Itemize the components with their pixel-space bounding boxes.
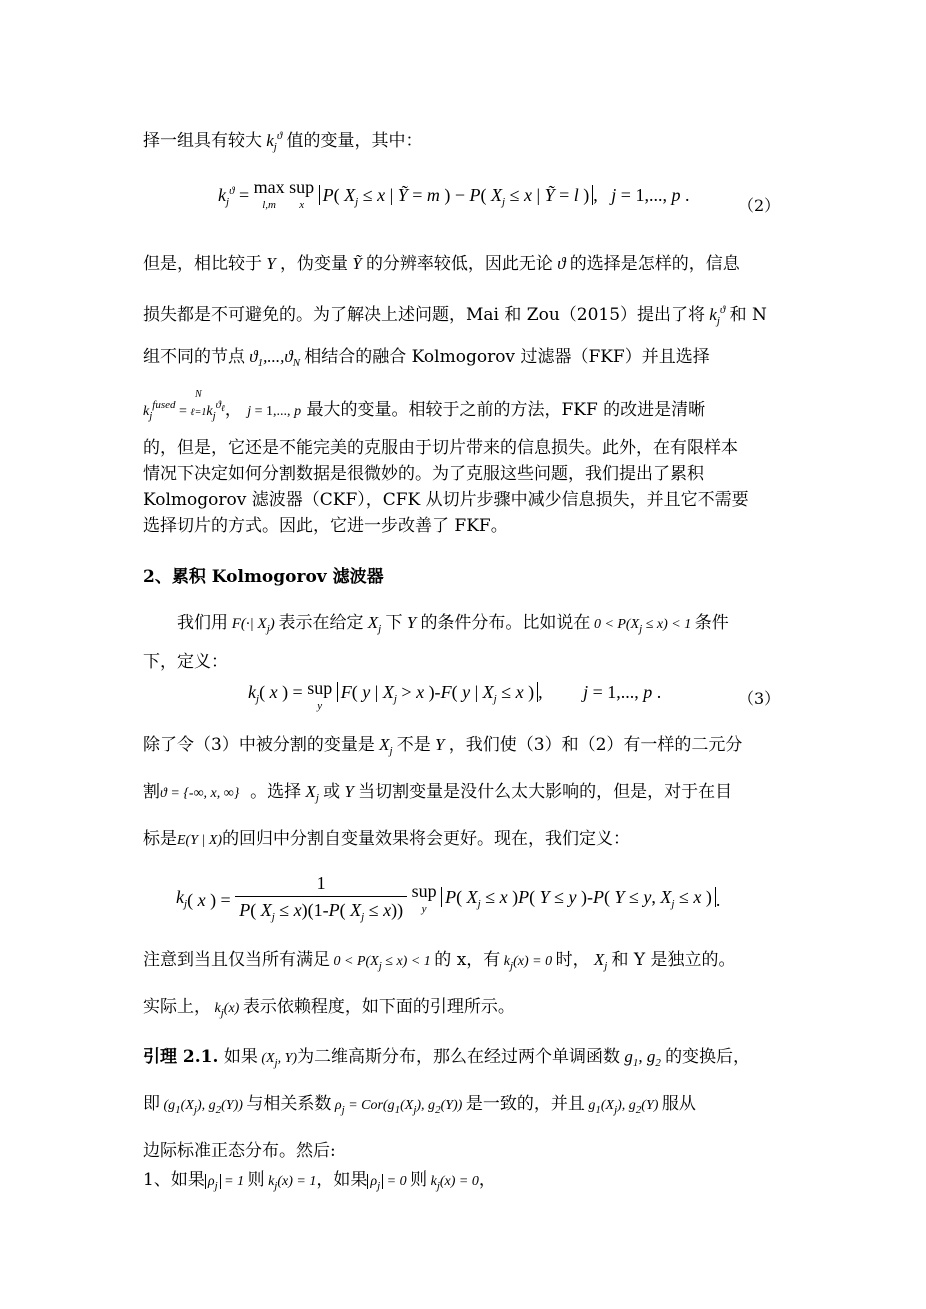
text: 组不同的节点: [143, 347, 245, 367]
text: 和 N: [729, 305, 767, 325]
text: 但是，相比较于: [143, 254, 262, 274]
para-line-9: 选择切片的方式。因此，它进一步改善了 FKF。: [143, 516, 508, 536]
text: 的变换后，: [665, 1047, 751, 1067]
text: 除了令（3）中被分割的变量是: [143, 735, 375, 755]
text: 表示在给定: [278, 613, 364, 633]
para-line-15: 注意到当且仅当所有满足 $0 < P(X_j \le x) < 1$ 的 x，有 $k_j(x) = 0$ 时， $X_j$ 和 Y 是独立的。: [143, 950, 736, 972]
equation-2: $k_j^ϑ = \max$ l,m sup x P( $X_j \le x$ | Ỹ = m ) − P( $X_j \le x$ | Ỹ = l ) , j = 1,..., p .: [218, 177, 690, 211]
para-line-20: 1、如果 $\rho_j = 1$ 则 $k_j(x) = 1$，如果 $\rho_j = 0$ 则 $k_j(x) = 0$，: [143, 1170, 496, 1192]
text: 1、如果: [143, 1170, 205, 1190]
text: ，: [478, 1170, 496, 1190]
text: 是一致的，并且: [465, 1094, 585, 1114]
text: 的 x，有: [434, 950, 501, 970]
text: 。选择: [250, 782, 302, 802]
equation-cumulative: $k_j$( x ) = $\frac{1}{P( X_j \le x)(1-P( X_j \le x))}$ sup y P( $X_j \le x$ )P( Y ≤ y )-P( Y ≤ y, $X_j \le x$ ) .: [176, 870, 720, 930]
section-title: 2、累积 Kolmogorov 滤波器: [143, 567, 384, 587]
text: 或: [323, 782, 341, 802]
para-line-7: 情况下决定如何分割数据是很微妙的。为了克服这些问题，我们提出了累积: [143, 464, 704, 484]
text: 的选择是怎样的，信息: [569, 254, 740, 274]
text: 我们用: [177, 613, 228, 633]
para-line-17: 引理 2.1. 如果 ($X_j$, Y)为二维高斯分布，那么在经过两个单调函数 $g_1$, $g_2$ 的变换后，: [143, 1047, 751, 1069]
text: 则: [247, 1170, 265, 1190]
lemma-label: 引理 2.1.: [143, 1047, 219, 1067]
text: 的回归中分割自变量效果将会更好。现在，我们定义：: [222, 829, 631, 849]
text: 注意到当且仅当所有满足: [143, 950, 330, 970]
text: 的条件分布。比如说在: [420, 613, 591, 633]
para-line-2: 但是，相比较于 Y ，伪变量 Ỹ 的分辨率较低，因此无论 ϑ 的选择是怎样的，信息: [143, 254, 740, 274]
math-k-j-theta: $k_j^ϑ$: [262, 130, 283, 153]
para-line-6: 的，但是，它还是不能完美的克服由于切片带来的信息损失。此外，在有限样本: [143, 438, 738, 458]
text: 损失都是不可避免的。为了解决上述问题，Mai 和 Zou（2015）提出了将: [143, 305, 706, 325]
para-line-1: [143, 124, 423, 159]
text: 则: [410, 1170, 428, 1190]
text: 割: [143, 782, 160, 802]
text: 即: [143, 1094, 160, 1114]
text: 当切割变量是没什么太大影响的，但是，对于在目: [358, 782, 733, 802]
text: 与相关系数: [246, 1094, 332, 1114]
para-line-12: 除了令（3）中被分割的变量是 $X_j$ 不是 Y ，我们使（3）和（2）有一样的二元分: [143, 735, 743, 757]
text: 实际上，: [143, 997, 211, 1017]
text: 表示依赖程度，如下面的引理所示。: [242, 997, 515, 1017]
text: 时，: [555, 950, 590, 970]
para-line-16: 实际上， $k_j(x)$ 表示依赖程度，如下面的引理所示。: [143, 997, 515, 1019]
para-line-10: 我们用 F(·| $X_j$) 表示在给定 $X_j$ 下 Y 的条件分布。比如说在 $0 < P(X_j \le x) < 1$ 条件: [177, 613, 729, 635]
text: ，如果: [316, 1170, 368, 1190]
equation-3: $k_j$( x ) = sup y F( y | $X_j > x$ )-F( y | $X_j \le x$ ) , j = 1,..., p .: [248, 678, 662, 712]
para-line-11: 下，定义：: [143, 652, 228, 672]
text: 相结合的融合 Kolmogorov 过滤器（FKF）并且选择: [304, 347, 710, 367]
equation-2-number: （2）: [738, 196, 781, 215]
text: 下: [385, 613, 403, 633]
para-line-14: 标是E(Y | X)的回归中分割自变量效果将会更好。现在，我们定义：: [143, 829, 631, 849]
text: 服从: [661, 1094, 696, 1114]
text: 如果: [223, 1047, 258, 1067]
para-line-18: 即 ($g_1(X_j)$, $g_2(Y)$) 与相关系数 $\rho_j = Cor(g_1(X_j)$, $g_2(Y)$) 是一致的，并且 $g_1(X_j)$, $g_2(Y)$ 服从: [143, 1094, 696, 1116]
text: 标是: [143, 829, 177, 849]
text: 值的变量，其中：: [286, 131, 423, 151]
text: ，伪变量: [279, 254, 348, 274]
text: 的分辨率较低，因此无论: [365, 254, 553, 274]
para-line-5: $k_j^{fused} = N$ ℓ=1 $k_j^{ϑ_\ell}$， j = 1,..., p 最大的变量。相较于之前的方法，FKF 的改进是清晰: [143, 389, 706, 422]
text: 和 Y 是独立的。: [611, 950, 736, 970]
para-line-4: 组不同的节点 $ϑ_1,...,ϑ_N$ 相结合的融合 Kolmogorov 过滤器（FKF）并且选择: [143, 347, 710, 369]
para-line-13: 割ϑ = {-∞, x, ∞} 。选择 $X_j$ 或 Y 当切割变量是没什么太大影响的，但是，对于在目: [143, 782, 733, 804]
equation-3-number: （3）: [738, 689, 781, 708]
para-line-3: 损失都是不可避免的。为了解决上述问题，Mai 和 Zou（2015）提出了将 $k_j^ϑ$ 和 N: [143, 304, 767, 327]
para-line-19: 边际标准正态分布。然后:: [143, 1141, 336, 1161]
para-line-8: Kolmogorov 滤波器（CKF），CFK 从切片步骤中减少信息损失，并且它不需要: [143, 490, 749, 510]
text: 择一组具有较大: [143, 131, 262, 151]
text: ，我们使（3）和（2）有一样的二元分: [448, 735, 743, 755]
text: 不是: [396, 735, 431, 755]
text: 为二维高斯分布，那么在经过两个单调函数: [297, 1047, 621, 1067]
text: 条件: [694, 613, 729, 633]
text: 最大的变量。相较于之前的方法，FKF 的改进是清晰: [306, 400, 706, 420]
